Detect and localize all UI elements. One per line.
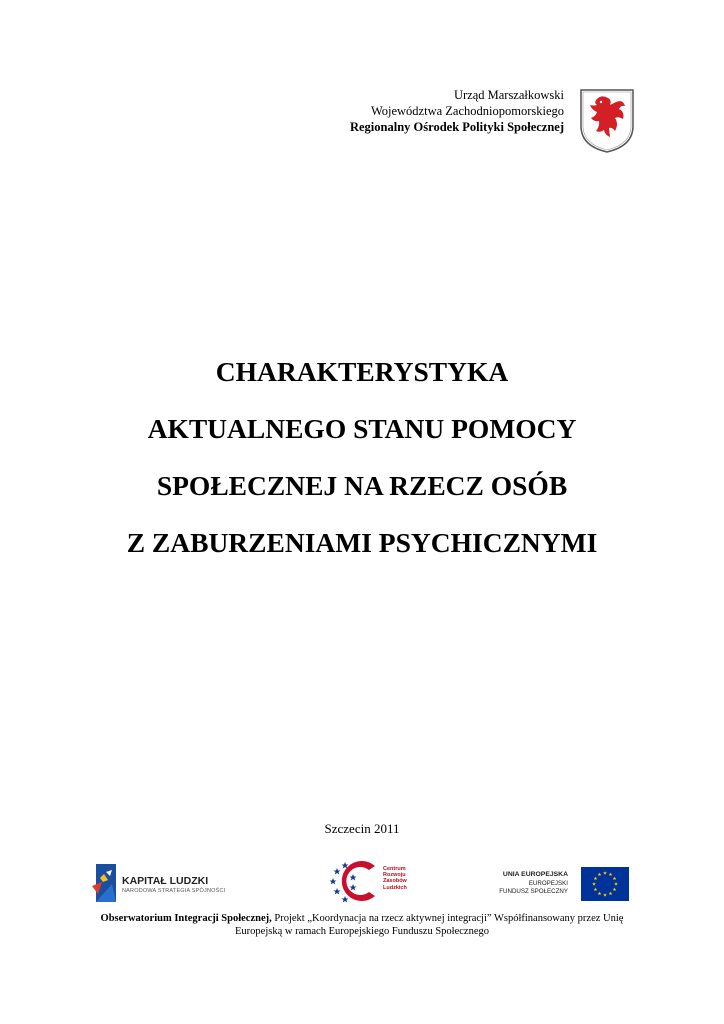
eu-flag-icon: [581, 867, 629, 901]
footer-text-1: Projekt „Koordynacja na rzecz aktywnej integracji” Współfinansowany przez Unię: [271, 913, 624, 924]
crzl-line-4: Ludzkich: [383, 884, 407, 891]
institution-line-3: Regionalny Ośrodek Polityki Społecznej: [349, 120, 564, 134]
title-line-4: Z ZABURZENIAMI PSYCHICZNYMI: [126, 527, 598, 558]
eu-line-2: EUROPEJSKI: [528, 879, 568, 887]
place-date: Szczecin 2011: [324, 821, 400, 836]
kapital-ludzki-name: KAPITAŁ LUDZKI: [122, 875, 209, 887]
title-line-2: AKTUALNEGO STANU POMOCY: [147, 413, 577, 444]
institution-line-1: Urząd Marszałkowski: [453, 88, 564, 102]
crzl-line-2: Rozwoju: [383, 872, 406, 879]
eu-text: [499, 871, 568, 897]
kapital-ludzki-subtitle: NARODOWA STRATEGIA SPÓJNOŚCI: [122, 888, 226, 894]
kapital-ludzki-emblem-icon: [90, 862, 120, 904]
crzl-logo: [329, 858, 419, 904]
eu-line-1: UNIA EUROPEJSKA: [502, 871, 568, 878]
crzl-emblem-icon: [329, 858, 385, 904]
crzl-name: [383, 866, 407, 891]
eu-social-fund-logo: [486, 865, 634, 903]
eu-line-3: FUNDUSZ SPOŁECZNY: [499, 888, 568, 895]
document-title: [0, 343, 724, 571]
griffin-crest-icon: [579, 88, 635, 154]
institution-line-2: Województwa Zachodniopomorskiego: [370, 104, 564, 118]
institution-header: [350, 87, 564, 135]
footer-text-2: Europejską w ramach Europejskiego Funduszu Społecznego: [235, 926, 489, 937]
crzl-line-1: Centrum: [383, 866, 406, 872]
crzl-line-3: Zasobów: [383, 878, 407, 885]
kapital-ludzki-logo: [90, 862, 230, 904]
title-line-3: SPOŁECZNEJ NA RZECZ OSÓB: [156, 470, 568, 501]
footer-note: [60, 912, 664, 938]
footer-bold: Obserwatorium Integracji Społecznej,: [100, 913, 272, 924]
title-line-1: CHARAKTERYSTYKA: [215, 356, 509, 387]
